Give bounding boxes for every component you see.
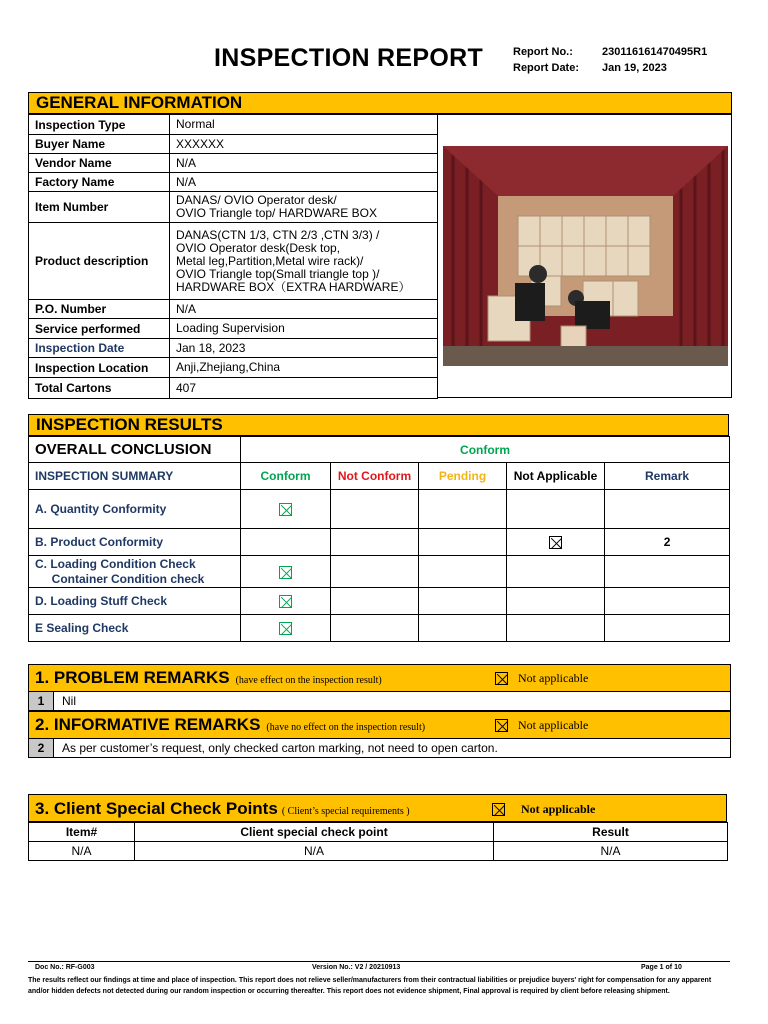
field-label: Total Cartons [29,378,170,399]
doc-number: Doc No.: RF-G003 [35,964,95,971]
pending-cell [419,490,507,529]
not-applicable-label: Not applicable [521,802,596,816]
field-value: DANAS(CTN 1/3, CTN 2/3 ,CTN 3/3) / OVIO Operator desk(Desk top, Metal leg,Partition,Metal wire rack)/ OVIO Triangle top(Small triangle top )/ HARDWARE BOX（EXTRA HARDWARE） [170,223,438,300]
result-row [29,490,730,529]
client-special-row [29,842,728,861]
column-item: Item# [29,823,135,842]
page-number: Page 1 of 10 [641,964,682,971]
report-meta [513,44,707,76]
general-info-row [29,173,438,192]
informative-remarks-title: 2. INFORMATIVE REMARKS [35,715,261,734]
checked-box-icon [495,719,508,732]
result-cell: N/A [494,842,728,861]
field-label: Item Number [29,192,170,223]
general-info-row [29,358,438,378]
inspection-results-heading: INSPECTION RESULTS [28,414,729,436]
informative-remark-row [28,739,731,758]
field-value: Normal [170,115,438,135]
report-date: Jan 19, 2023 [602,62,667,74]
problem-remark-row [28,692,731,711]
remark-cell [605,490,730,529]
not-applicable-cell [507,556,605,588]
general-info-row [29,135,438,154]
result-label [29,556,241,588]
problem-remarks-title: 1. PROBLEM REMARKS [35,668,230,687]
conform-cell [241,615,331,642]
report-no-label: Report No.: [513,46,573,58]
field-value: N/A [170,154,438,173]
not-applicable-cell [507,529,605,556]
field-label: Buyer Name [29,135,170,154]
column-remark: Remark [605,463,730,490]
inspection-summary-label: INSPECTION SUMMARY [29,463,241,490]
overall-conclusion-label: OVERALL CONCLUSION [29,437,241,463]
footer-disclaimer: The results reflect our findings at time and place of inspection. This report does not relieve seller/manufacturers from their contractual liabilities or prejudice buyers' right for compensation for any apparent and/or hidden defects not detected during our random inspection or occurring thereafter. This report does not evidence shipment, Final approval is required by client before releasing shipment. [28,977,712,995]
remark-cell [605,615,730,642]
field-value: N/A [170,300,438,319]
client-special-heading [28,794,727,822]
result-label-line: Container Condition check [35,571,205,586]
checked-box-icon [279,566,292,579]
general-info-row [29,115,438,135]
result-label: B. Product Conformity [29,529,241,556]
checked-box-icon [492,803,505,816]
not-applicable-label: Not applicable [518,671,589,685]
client-special-table [28,822,728,861]
report-date-label: Report Date: [513,62,580,74]
field-label: Factory Name [29,173,170,192]
field-value: Anji,Zhejiang,China [170,358,438,378]
remark-number: 1 [29,692,54,710]
informative-remarks-subtitle: (have no effect on the inspection result) [266,722,426,733]
conform-cell [241,556,331,588]
result-row [29,615,730,642]
client-special-subtitle: ( Client’s special requirements ) [281,806,410,817]
field-value: N/A [170,173,438,192]
field-label: Product description [29,223,170,300]
not-applicable-cell [507,490,605,529]
item-cell: N/A [29,842,135,861]
informative-remarks-heading [28,711,731,739]
remark-cell [605,556,730,588]
general-info-row [29,319,438,339]
not-conform-cell [331,490,419,529]
not-applicable-cell [507,588,605,615]
pending-cell [419,615,507,642]
field-label: Service performed [29,319,170,339]
column-conform: Conform [241,463,331,490]
container-loading-photo [443,146,728,366]
field-label: P.O. Number [29,300,170,319]
remark-text: As per customer’s request, only checked carton marking, not need to open carton. [62,741,498,755]
footer-meta [28,964,730,974]
result-row [29,556,730,588]
pending-cell [419,529,507,556]
remark-cell: 2 [605,529,730,556]
not-conform-cell [331,615,419,642]
general-info-row [29,339,438,358]
overall-conclusion-value: Conform [241,437,730,463]
field-value: 407 [170,378,438,399]
conform-cell [241,490,331,529]
inspection-results-table [28,436,730,642]
column-pending: Pending [419,463,507,490]
field-value: Loading Supervision [170,319,438,339]
remark-cell [605,588,730,615]
field-value: DANAS/ OVIO Operator desk/ OVIO Triangle top/ HARDWARE BOX [170,192,438,223]
problem-remarks-heading [28,664,731,692]
checked-box-icon [495,672,508,685]
result-row [29,588,730,615]
result-label: A. Quantity Conformity [29,490,241,529]
conform-cell [241,529,331,556]
result-label-line: C. Loading Condition Check [35,556,196,571]
remark-text: Nil [62,694,76,708]
general-info-row [29,300,438,319]
result-row [29,529,730,556]
checked-box-icon [279,622,292,635]
footer-divider [28,961,730,962]
column-result: Result [494,823,728,842]
report-no: 230116161470495R1 [602,46,708,58]
field-value: XXXXXX [170,135,438,154]
general-info-table [28,114,438,399]
field-label: Vendor Name [29,154,170,173]
pending-cell [419,556,507,588]
general-info-row [29,154,438,173]
checked-box-icon [549,536,562,549]
problem-remarks-subtitle: (have effect on the inspection result) [235,675,382,686]
remark-number: 2 [29,739,54,757]
version-number: Version No.: V2 / 20210913 [312,964,401,971]
result-label: E Sealing Check [29,615,241,642]
checked-box-icon [279,503,292,516]
conform-cell [241,588,331,615]
general-information-heading: GENERAL INFORMATION [28,92,732,114]
summary-header-row [29,463,730,490]
field-label: Inspection Location [29,358,170,378]
pending-cell [419,588,507,615]
not-conform-cell [331,529,419,556]
general-info-row [29,378,438,399]
checked-box-icon [279,595,292,608]
field-label: Inspection Type [29,115,170,135]
column-check-point: Client special check point [135,823,494,842]
not-applicable-label: Not applicable [518,718,589,732]
not-conform-cell [331,588,419,615]
general-info-row [29,192,438,223]
client-special-header-row [29,823,728,842]
not-conform-cell [331,556,419,588]
not-applicable-cell [507,615,605,642]
client-special-title: 3. Client Special Check Points [35,799,278,818]
column-not-applicable: Not Applicable [507,463,605,490]
check-point-cell: N/A [135,842,494,861]
general-info-row [29,223,438,300]
report-title: INSPECTION REPORT [214,44,484,72]
field-label: Inspection Date [29,339,170,358]
overall-conclusion-row [29,437,730,463]
result-label: D. Loading Stuff Check [29,588,241,615]
column-not-conform: Not Conform [331,463,419,490]
field-value: Jan 18, 2023 [170,339,438,358]
